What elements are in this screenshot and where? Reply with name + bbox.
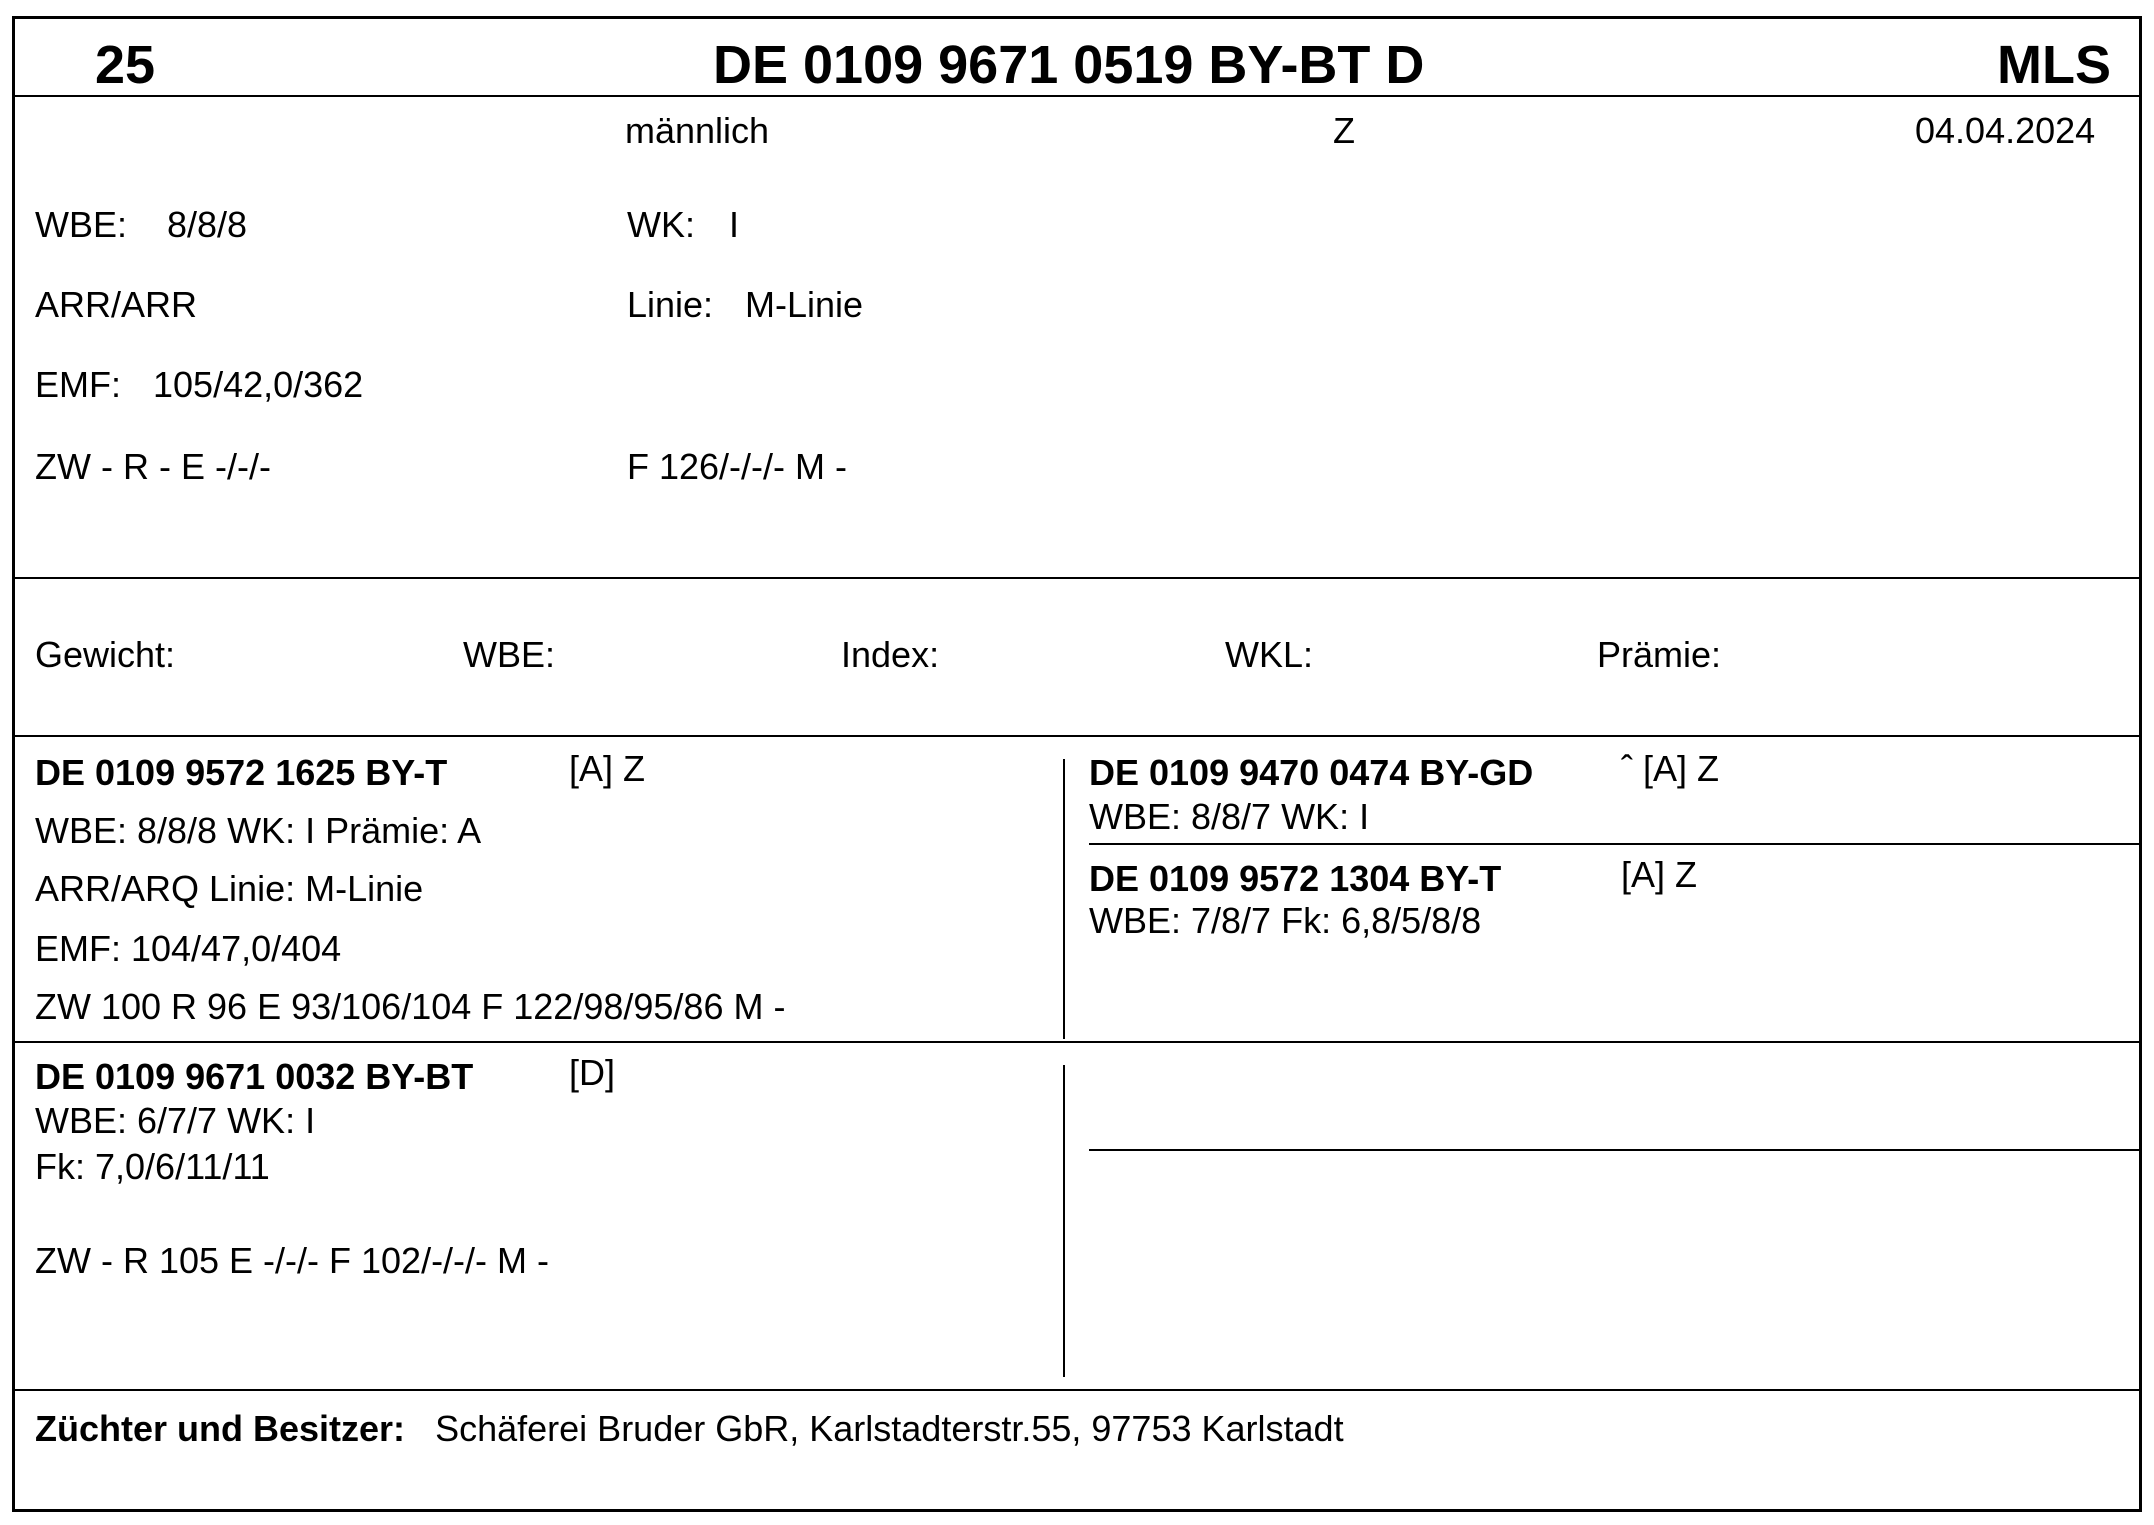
emf-label: EMF: xyxy=(35,364,121,405)
sire-dam-divider xyxy=(15,1041,2139,1043)
animal-id: DE 0109 9671 0519 BY-BT D xyxy=(713,35,1425,95)
sire-sire-tag: ˆ [A] Z xyxy=(1621,748,1719,789)
dam-grandparents-divider xyxy=(1089,1149,2139,1151)
emf-value: 105/42,0/362 xyxy=(153,364,364,405)
sire-column-divider xyxy=(1063,759,1065,1039)
sire-id: DE 0109 9572 1625 BY-T xyxy=(35,752,448,793)
sire-line-2: ARR/ARQ Linie: M-Linie xyxy=(35,868,424,909)
wbe-label: WBE: xyxy=(35,204,128,245)
sire-dam-id: DE 0109 9572 1304 BY-T xyxy=(1089,858,1502,899)
dam-line-1: WBE: 6/7/7 WK: I xyxy=(35,1100,316,1141)
catalog-number: 25 xyxy=(95,35,156,95)
index-label: Index: xyxy=(841,634,940,675)
praemie-label: Prämie: xyxy=(1597,634,1722,675)
dam-tag: [D] xyxy=(569,1052,616,1093)
wk-value: I xyxy=(729,204,740,245)
sire-line-4: ZW 100 R 96 E 93/106/104 F 122/98/95/86 M - xyxy=(35,986,786,1027)
sire-grandparents-divider xyxy=(1089,843,2139,845)
sire-tag: [A] Z xyxy=(569,748,646,789)
arr-genotype: ARR/ARR xyxy=(35,284,198,325)
info-divider xyxy=(15,577,2139,579)
dam-line-2: Fk: 7,0/6/11/11 xyxy=(35,1146,270,1187)
footer-divider xyxy=(15,1389,2139,1391)
birth-date: 04.04.2024 xyxy=(1915,110,2096,151)
f-values: F 126/-/-/- M - xyxy=(627,446,848,487)
eval-wbe-label: WBE: xyxy=(463,634,556,675)
sex: männlich xyxy=(625,110,770,151)
dam-line-3: ZW - R 105 E -/-/- F 102/-/-/- M - xyxy=(35,1240,550,1281)
sire-line-3: EMF: 104/47,0/404 xyxy=(35,928,342,969)
breeder-owner xyxy=(35,1409,1344,1449)
pedigree-card xyxy=(12,16,2142,1512)
breeder-owner-label: Züchter und Besitzer: xyxy=(35,1408,406,1449)
sire-dam-tag: [A] Z xyxy=(1621,854,1698,895)
dam-id: DE 0109 9671 0032 BY-BT xyxy=(35,1056,474,1097)
wkl-label: WKL: xyxy=(1225,634,1314,675)
evaluation-divider xyxy=(15,735,2139,737)
breed-code: MLS xyxy=(1997,35,2111,95)
gewicht-label: Gewicht: xyxy=(35,634,176,675)
breeder-owner-spacer xyxy=(415,1408,425,1449)
dam-column-divider xyxy=(1063,1065,1065,1377)
wk-label: WK: xyxy=(627,204,695,245)
linie-value: M-Linie xyxy=(745,284,864,325)
sire-sire-line-1: WBE: 8/8/7 WK: I xyxy=(1089,796,1370,837)
linie-label: Linie: xyxy=(627,284,714,325)
zw-values: ZW - R - E -/-/- xyxy=(35,446,271,487)
header-divider xyxy=(15,95,2139,97)
wbe-value: 8/8/8 xyxy=(167,204,248,245)
herdbook-mark: Z xyxy=(1333,110,1355,151)
sire-dam-line-1: WBE: 7/8/7 Fk: 6,8/5/8/8 xyxy=(1089,900,1482,941)
sire-sire-id: DE 0109 9470 0474 BY-GD xyxy=(1089,752,1534,793)
sire-line-1: WBE: 8/8/8 WK: I Prämie: A xyxy=(35,810,482,851)
breeder-owner-value: Schäferei Bruder GbR, Karlstadterstr.55, 97753 Karlstadt xyxy=(435,1408,1344,1449)
